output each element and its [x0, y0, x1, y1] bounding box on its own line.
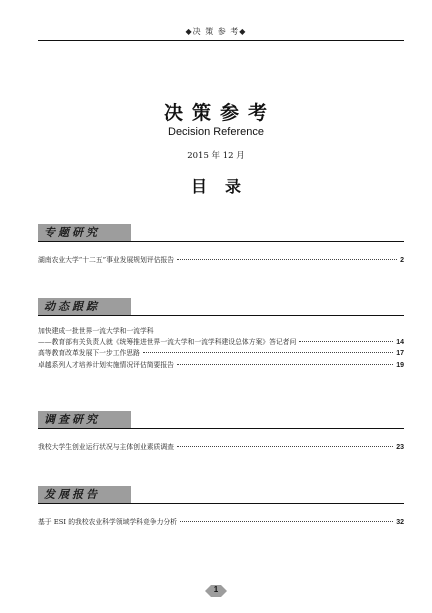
- entry-title: 湖南农业大学“十二五”事业发展规划评估报告: [38, 256, 175, 264]
- section-banner: [38, 484, 404, 504]
- entry-title: 我校大学生创业运行状况与主体创业素质调查: [38, 443, 174, 451]
- section-label: 动态跟踪: [38, 298, 131, 315]
- entry-title: 基于 ESI 的我校农业科学领域学科竞争力分析: [38, 518, 177, 526]
- issue-date: 2015 年 12 月: [187, 151, 245, 161]
- leader-dots: [299, 341, 393, 342]
- leader-dots: [177, 259, 397, 260]
- publication-title: 决策参考: [163, 102, 276, 124]
- header-rule: [38, 40, 404, 41]
- entry-page-number: 2: [400, 257, 404, 264]
- entry-page-number: 17: [396, 350, 404, 357]
- entry-title: 加快建成一批世界一流大学和一流学科: [38, 327, 154, 335]
- leader-dots: [180, 521, 393, 522]
- toc-entry[interactable]: [38, 348, 404, 360]
- entry-title: 卓越系列人才培养计划实施情况评估简要报告: [38, 360, 174, 369]
- section-banner: [38, 409, 404, 429]
- entry-page-number: 14: [396, 338, 404, 346]
- toc-entry[interactable]: [38, 442, 404, 454]
- entry-page-number: 19: [396, 361, 404, 369]
- section-label: 专题研究: [38, 224, 131, 241]
- entry-page-number: 23: [396, 444, 404, 451]
- leader-dots: [143, 352, 393, 353]
- entry-title: ——教育部有关负责人就《统筹推进世界一流大学和一流学科建设总体方案》答记者问: [38, 337, 297, 346]
- toc-entry[interactable]: [38, 360, 404, 372]
- toc-entry[interactable]: [38, 326, 404, 337]
- leader-dots: [177, 364, 393, 365]
- toc-section-survey-research: [38, 409, 404, 454]
- section-banner: [38, 222, 404, 242]
- running-head: ◆决 策 参 考◆: [185, 27, 247, 36]
- toc-entry[interactable]: [38, 255, 404, 267]
- page-number: 1: [213, 585, 219, 594]
- section-label: 发展报告: [38, 486, 131, 503]
- entry-title: 高等教育改革发展下一步工作思路: [38, 349, 140, 357]
- leader-dots: [177, 446, 393, 447]
- toc-heading: 目录: [190, 177, 259, 196]
- section-label: 调查研究: [38, 411, 131, 428]
- toc-entry[interactable]: [38, 517, 404, 529]
- toc-section-development-report: [38, 484, 404, 529]
- entry-page-number: 32: [396, 519, 404, 526]
- publication-title-english: Decision Reference: [168, 126, 264, 138]
- toc-entry[interactable]: [38, 337, 404, 349]
- page-number-badge: [205, 583, 227, 599]
- toc-section-special-research: [38, 222, 404, 267]
- toc-section-trends: [38, 296, 404, 371]
- section-banner: [38, 296, 404, 316]
